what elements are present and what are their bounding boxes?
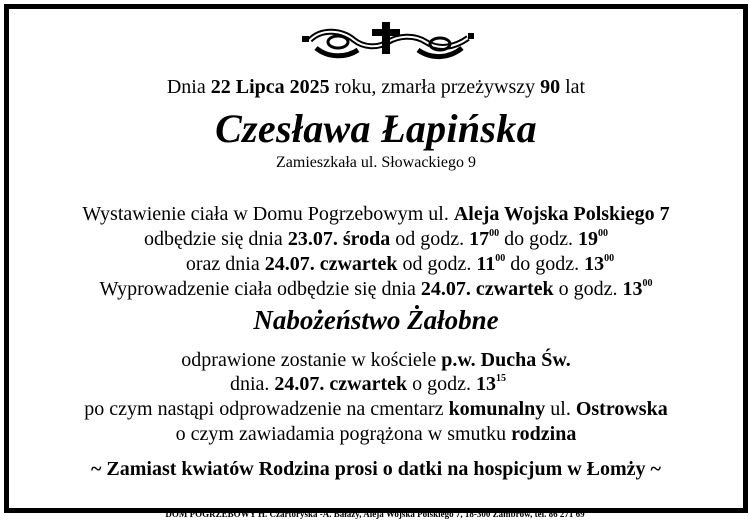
viewing-line-2: odbędzie się dnia 23.07. środa od godz. $17^{00}$ do godz. $19^{00}$ <box>143 228 609 250</box>
ceremony-line-2: dnia. 24.07. czwartek o godz. $13^{15}$ <box>229 373 507 395</box>
deceased-name: Czesława Łapińska <box>215 106 537 151</box>
cross-with-ribbon-icon <box>302 18 474 64</box>
deceased-address: Zamieszkała ul. Słowackiego 9 <box>276 154 476 171</box>
ceremony-line-1: odprawione zostanie w kościele p.w. Ducha Św. <box>181 349 571 371</box>
flowers-note: ~ Zamiast kwiatów Rodzina prosi o datki na hospicjum w Łomży ~ <box>91 458 661 480</box>
death-date-line: Dnia 22 Lipca 2025 roku, zmarła przeżywszy 90 lat <box>166 76 586 98</box>
ceremony-line-3: po czym nastąpi odprowadzenie na cmentarz komunalny ul. Ostrowska <box>84 398 668 420</box>
viewing-line-1: Wystawienie ciała w Domu Pogrzebowym ul. Aleja Wojska Polskiego 7 <box>82 203 670 225</box>
procession-line: Wyprowadzenie ciała odbędzie się dnia 24.07. czwartek o godz. $13^{00}$ <box>99 278 653 300</box>
ceremony-line-4: o czym zawiadamia pogrążona w smutku rodzina <box>175 423 577 445</box>
mass-title: Nabożeństwo Żałobne <box>253 305 499 335</box>
funeral-home-footer: DOM POGRZEBOWY H. Czartoryska -A. Bałazy, Aleja Wojska Polskiego 7, 18-300 Zambrów, tel. 86 271 69 <box>165 509 585 519</box>
viewing-line-3: oraz dnia 24.07. czwartek od godz. $11^{00}$ do godz. $13^{00}$ <box>185 253 615 275</box>
